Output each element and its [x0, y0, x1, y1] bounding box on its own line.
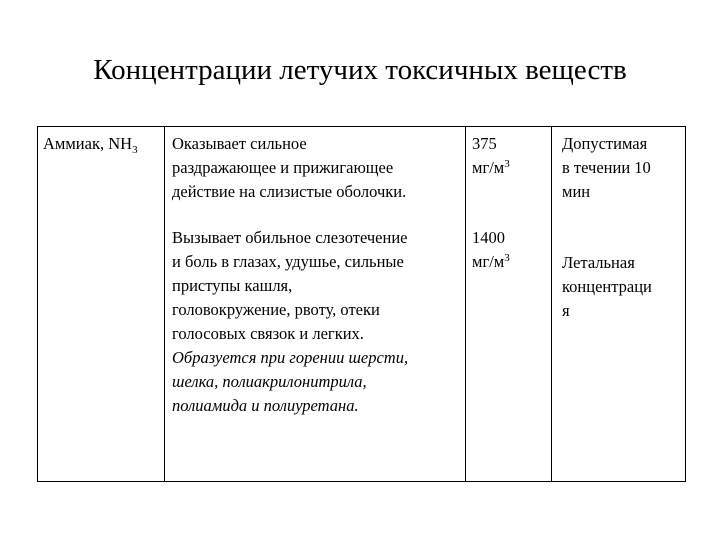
source-note-line: шелка, полиакрилонитрила,: [172, 372, 367, 391]
note-line: Допустимая: [562, 134, 648, 153]
page-title: Концентрации летучих токсичных веществ: [93, 54, 627, 86]
concentration-value: 1400: [472, 228, 505, 247]
effect-cell-2: [172, 226, 408, 418]
source-note-line: Образуется при горении шерсти,: [172, 348, 409, 367]
source-note-line: полиамида и полиуретана.: [172, 396, 359, 415]
concentration-cell-1: [472, 132, 510, 180]
effect-line: приступы кашля,: [172, 276, 293, 295]
note-cell-2: [562, 251, 652, 323]
concentration-unit: $мг/м^3$: [472, 252, 510, 271]
concentration-value: 375: [472, 134, 497, 153]
substance-cell: [43, 132, 138, 156]
effect-line: голосовых связок и легких.: [172, 324, 364, 343]
effect-line: головокружение, рвоту, отеки: [172, 300, 380, 319]
effect-line: раздражающее и прижигающее: [172, 158, 394, 177]
column-divider: [465, 127, 466, 481]
effect-line: действие на слизистые оболочки.: [172, 182, 407, 201]
column-divider: [551, 127, 552, 481]
note-line: я: [562, 301, 570, 320]
note-line: концентраци: [562, 277, 652, 296]
effect-line: Вызывает обильное слезотечение: [172, 228, 408, 247]
note-line: в течении 10: [562, 158, 651, 177]
column-divider: [164, 127, 165, 481]
effect-line: Оказывает сильное: [172, 134, 307, 153]
note-cell-1: [562, 132, 651, 204]
concentration-unit: $мг/м^3$: [472, 158, 510, 177]
substance-subscript: 3: [132, 144, 138, 156]
substance-name: Аммиак, NH: [43, 134, 133, 153]
concentration-cell-2: [472, 226, 510, 274]
note-line: Летальная: [562, 253, 635, 272]
note-line: мин: [562, 182, 591, 201]
toxic-substances-table: [37, 126, 686, 482]
effect-cell-1: [172, 132, 406, 204]
effect-line: и боль в глазах, удушье, сильные: [172, 252, 404, 271]
